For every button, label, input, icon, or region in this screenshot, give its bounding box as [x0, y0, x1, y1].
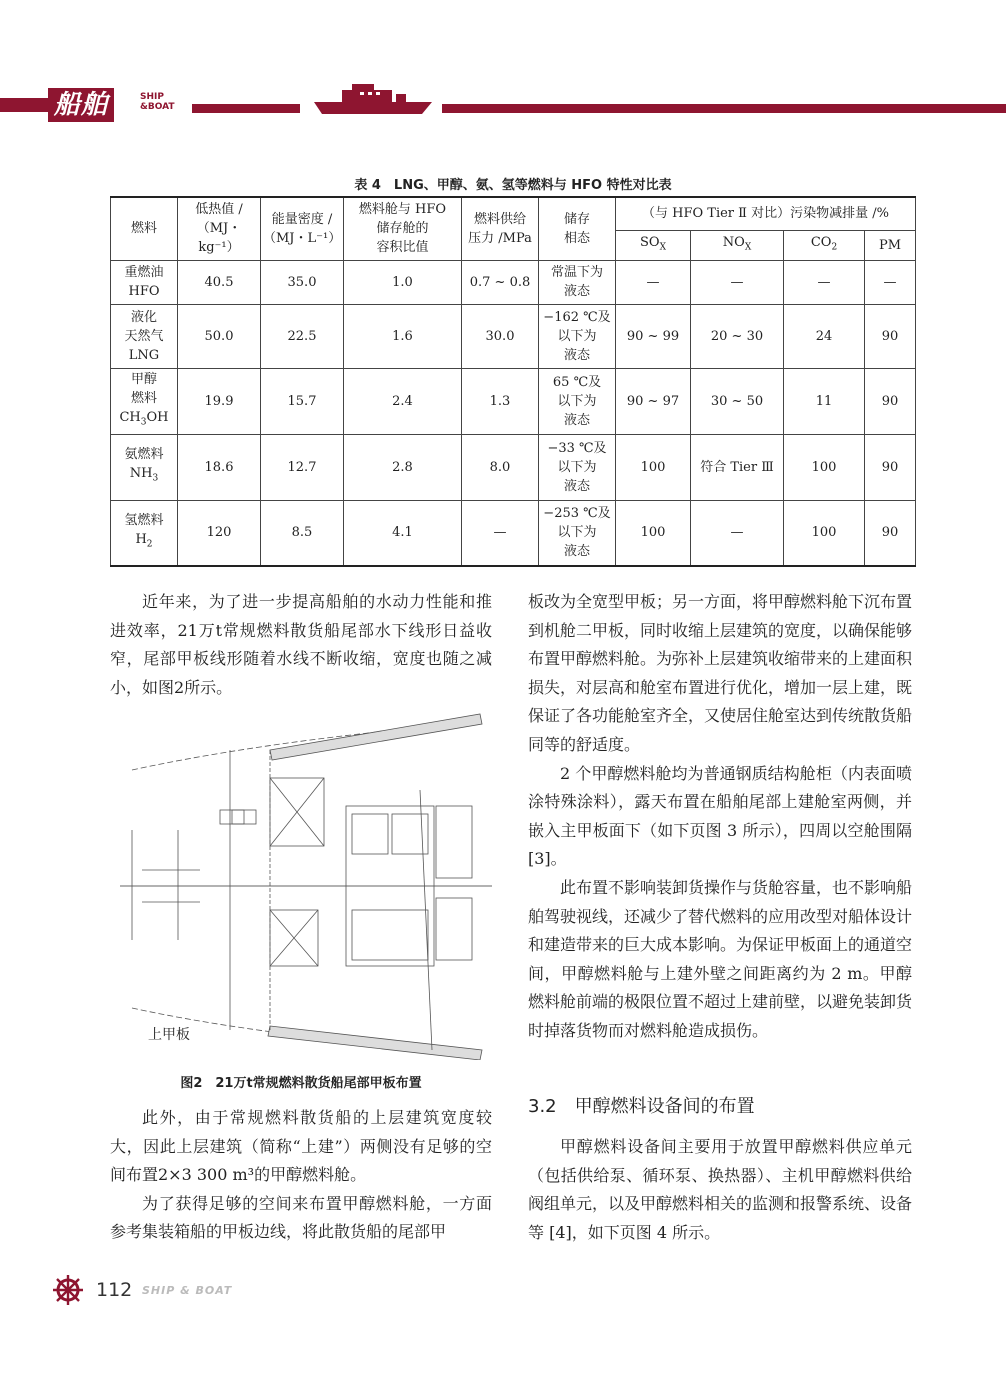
header-lhv: 低热值 / （MJ・kg⁻¹）	[178, 197, 261, 260]
page-number: 112	[96, 1279, 133, 1301]
cell-sox: 90 ~ 99	[616, 304, 691, 368]
fuel-comparison-table	[110, 196, 916, 567]
cell-storage-state: −162 ℃及 以下为 液态	[539, 304, 616, 368]
header-volume-ratio: 燃料舱与 HFO 储存舱的 容积比值	[344, 197, 462, 260]
table-row	[111, 434, 916, 500]
cell-nox: 20 ~ 30	[691, 304, 784, 368]
header-supply-pressure: 燃料供给 压力 /MPa	[462, 197, 539, 260]
cell-pressure: 0.7 ~ 0.8	[462, 260, 539, 304]
cell-volume-ratio: 1.6	[344, 304, 462, 368]
logo-en-line2: &BOAT	[140, 102, 175, 112]
cell-pm: —	[865, 260, 916, 304]
cell-energy-density: 22.5	[261, 304, 344, 368]
cell-lhv: 50.0	[178, 304, 261, 368]
cell-sox: 90 ~ 97	[616, 368, 691, 434]
figure-caption: 图2 21万t常规燃料散货船尾部甲板布置	[180, 1076, 422, 1091]
cell-pressure: 30.0	[462, 304, 539, 368]
cell-nox: 符合 Tier Ⅲ	[691, 434, 784, 500]
header-bar-mid	[192, 104, 300, 113]
cell-co2: —	[784, 260, 865, 304]
cell-co2: 100	[784, 434, 865, 500]
table-row	[111, 368, 916, 434]
ship-icon	[312, 82, 434, 116]
cell-storage-state: −253 ℃及 以下为 液态	[539, 500, 616, 566]
paragraph: 板改为全宽型甲板；另一方面，将甲醇燃料舱下沉布置到机舱二甲板，同时收缩上层建筑的宽度，以确保能够布置甲醇燃料舱。为弥补上层建筑收缩带来的上建面积损失，对层高和舱室布置进行优化，增加一层上建，既保证了各功能舱室齐全，又使居住舱室达到传统散货船同等的舒适度。	[528, 592, 913, 754]
cell-sox: 100	[616, 500, 691, 566]
left-column-top	[110, 588, 492, 702]
header-energy-density: 能量密度 / （MJ・L⁻¹）	[261, 197, 344, 260]
cell-storage-state: 常温下为 液态	[539, 260, 616, 304]
left-column-bottom	[110, 1104, 492, 1247]
header-co2: $CO_2$	[784, 230, 865, 260]
cell-fuel: 氨燃料 $NH_3$	[111, 434, 178, 500]
cell-pm: 90	[865, 500, 916, 566]
table-row	[111, 304, 916, 368]
logo-en-line1: SHIP	[140, 92, 164, 102]
cell-nox: —	[691, 260, 784, 304]
cell-pm: 90	[865, 368, 916, 434]
paragraph: 此布置不影响装卸货操作与货舱容量，也不影响船舶驾驶视线，还减少了替代燃料的应用改型对船体设计和建造带来的巨大成本影响。为保证甲板面上的通道空间，甲醇燃料舱与上建外壁之间距离约为 2 m。甲醇燃料舱前端的极限位置不超过上建前壁，以避免装卸货时掉落货物而对燃料舱造成损伤。	[528, 877, 913, 1040]
cell-fuel: 氢燃料 $H_2$	[111, 500, 178, 566]
cell-co2: 100	[784, 500, 865, 566]
cell-storage-state: −33 ℃及 以下为 液态	[539, 434, 616, 500]
cell-fuel: 甲醇 燃料 $CH_3OH$	[111, 368, 178, 434]
cell-nox: —	[691, 500, 784, 566]
cell-nox: 30 ~ 50	[691, 368, 784, 434]
deck-layout-figure	[120, 710, 492, 1060]
cell-volume-ratio: 4.1	[344, 500, 462, 566]
cell-lhv: 18.6	[178, 434, 261, 500]
journal-logo-cn: 船舶	[48, 88, 114, 122]
paragraph: 甲醇燃料设备间主要用于放置甲醇燃料供应单元（包括供给泵、循环泵、换热器）、主机甲醇燃料供给阀组单元，以及甲醇燃料相关的监测和报警系统、设备等 [4]，如下页图 4 所示。	[528, 1137, 913, 1242]
header-bar-left	[0, 98, 48, 112]
header-emission: （与 HFO Tier Ⅱ 对比）污染物减排量 /%	[616, 197, 916, 230]
cell-pm: 90	[865, 304, 916, 368]
header-nox: $NO_X$	[691, 230, 784, 260]
cell-co2: 11	[784, 368, 865, 434]
paragraph: 为了获得足够的空间来布置甲醇燃料舱，一方面参考集装箱船的甲板边线，将此散货船的尾部甲	[110, 1193, 492, 1242]
cell-pressure: 8.0	[462, 434, 539, 500]
right-column-bottom	[528, 1133, 912, 1247]
cell-energy-density: 15.7	[261, 368, 344, 434]
cell-volume-ratio: 1.0	[344, 260, 462, 304]
footer-brand: SHIP & BOAT	[142, 1284, 233, 1297]
table-row	[111, 260, 916, 304]
cell-energy-density: 35.0	[261, 260, 344, 304]
cell-fuel: 液化 天然气 LNG	[111, 304, 178, 368]
paragraph: 2 个甲醇燃料舱均为普通钢质结构舱柜（内表面喷涂特殊涂料），露天布置在船舶尾部上建舱室两侧，并嵌入主甲板面下（如下页图 3 所示），四周以空舱围隔 [3]。	[528, 763, 912, 869]
cell-co2: 24	[784, 304, 865, 368]
header-sox: $SO_X$	[616, 230, 691, 260]
cell-pressure: 1.3	[462, 368, 539, 434]
table-row	[111, 500, 916, 566]
cell-volume-ratio: 2.4	[344, 368, 462, 434]
header-pm: PM	[865, 230, 916, 260]
cell-storage-state: 65 ℃及 以下为 液态	[539, 368, 616, 434]
cell-energy-density: 8.5	[261, 500, 344, 566]
journal-logo-en	[140, 92, 186, 112]
paragraph: 近年来，为了进一步提高船舶的水动力性能和推进效率，21万t常规燃料散货船尾部水下线形日益收窄，尾部甲板线形随着水线不断收缩，宽度也随之减小，如图2所示。	[110, 592, 492, 697]
table-caption: 表 4 LNG、甲醇、氨、氢等燃料与 HFO 特性对比表	[354, 178, 672, 193]
paragraph: 此外，由于常规燃料散货船的上层建筑宽度较大，因此上层建筑（简称“上建”）两侧没有足够的空间布置2×3 300 m³的甲醇燃料舱。	[110, 1108, 492, 1185]
cell-pressure: —	[462, 500, 539, 566]
cell-pm: 90	[865, 434, 916, 500]
ship-wheel-icon	[52, 1274, 84, 1306]
section-heading: 3.2 甲醇燃料设备间的布置	[528, 1096, 755, 1117]
cell-lhv: 120	[178, 500, 261, 566]
cell-lhv: 19.9	[178, 368, 261, 434]
right-column-top	[528, 588, 912, 1046]
figure-label: 上甲板	[148, 1027, 190, 1043]
cell-lhv: 40.5	[178, 260, 261, 304]
cell-sox: —	[616, 260, 691, 304]
header-storage-state: 储存 相态	[539, 197, 616, 260]
cell-sox: 100	[616, 434, 691, 500]
cell-volume-ratio: 2.8	[344, 434, 462, 500]
header-fuel: 燃料	[111, 197, 178, 260]
header-bar-right	[442, 104, 1006, 113]
cell-fuel: 重燃油 HFO	[111, 260, 178, 304]
cell-energy-density: 12.7	[261, 434, 344, 500]
